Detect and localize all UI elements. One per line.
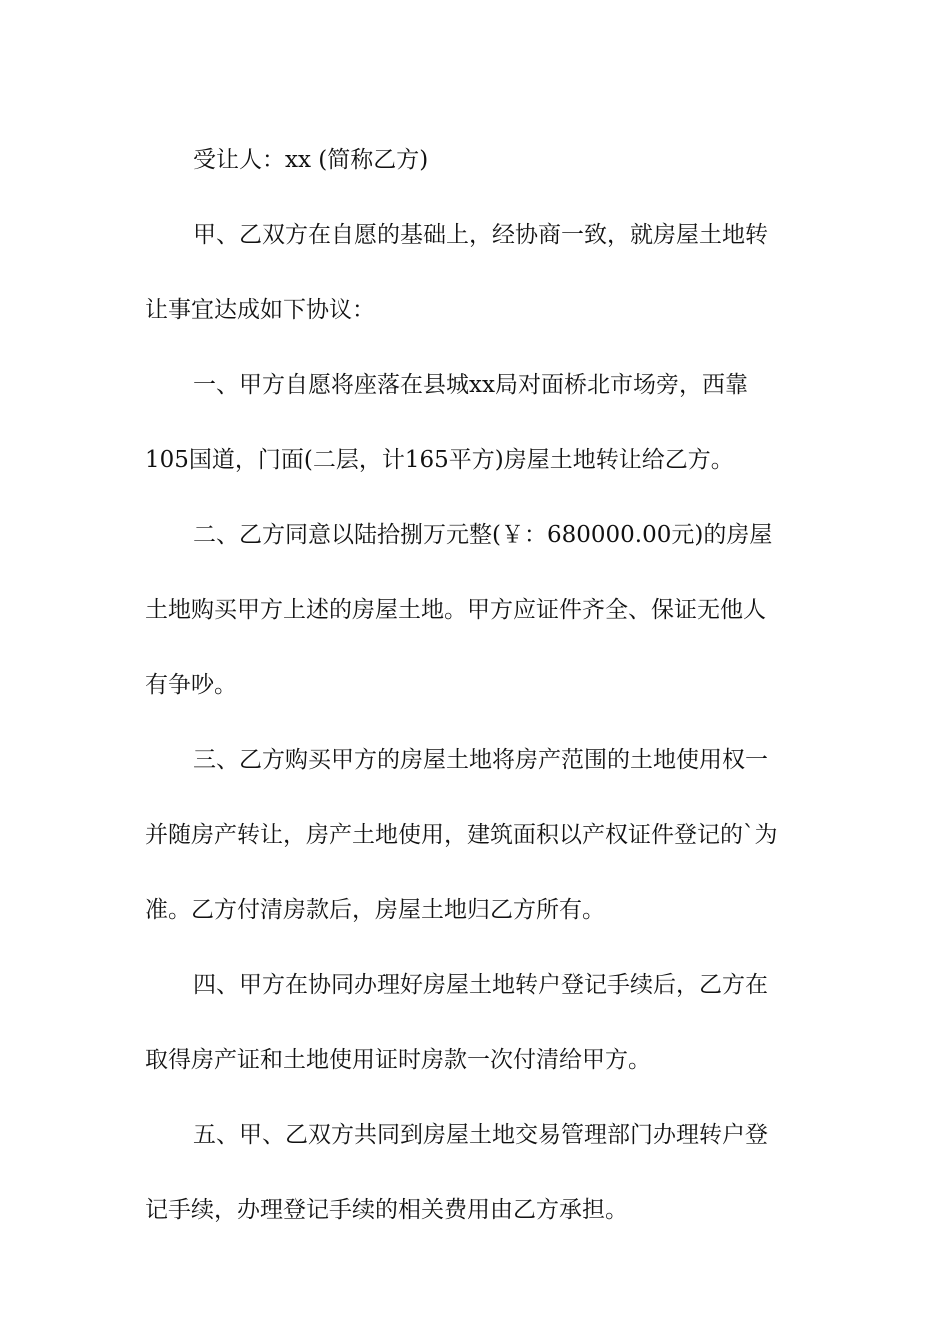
- text-line: 记手续，办理登记手续的相关费用由乙方承担。: [145, 1197, 628, 1223]
- text-line: 有争吵。: [145, 672, 237, 698]
- text-line: 三、乙方购买甲方的房屋土地将房产范围的土地使用权一: [193, 747, 768, 773]
- text-line: 准。乙方付清房款后，房屋土地归乙方所有。: [145, 897, 605, 923]
- paragraph-preamble: [145, 198, 815, 348]
- document-body: [145, 123, 815, 1248]
- text-line: 105国道，门面(二层，计165平方)房屋土地转让给乙方。: [145, 447, 734, 473]
- text-line: 并随房产转让，房产土地使用，建筑面积以产权证件登记的`为: [145, 822, 778, 848]
- paragraph-clause-4: [145, 948, 815, 1098]
- paragraph-clause-5: [145, 1098, 815, 1248]
- paragraph-transferee: [145, 123, 815, 198]
- text-line: 让事宜达成如下协议：: [145, 297, 375, 323]
- paragraph-clause-1: [145, 348, 815, 498]
- text-line: 四、甲方在协同办理好房屋土地转户登记手续后，乙方在: [193, 972, 768, 998]
- text-line: 五、甲、乙双方共同到房屋土地交易管理部门办理转户登: [193, 1122, 768, 1148]
- text-line: 一、甲方自愿将座落在县城xx局对面桥北市场旁，西靠: [193, 372, 748, 398]
- text-line: 取得房产证和土地使用证时房款一次付清给甲方。: [145, 1047, 651, 1073]
- text-line: 甲、乙双方在自愿的基础上，经协商一致，就房屋土地转: [193, 222, 768, 248]
- paragraph-clause-2: [145, 498, 815, 723]
- text-line: 土地购买甲方上述的房屋土地。甲方应证件齐全、保证无他人: [145, 597, 766, 623]
- text-line: 二、乙方同意以陆拾捌万元整(￥：680000.00元)的房屋: [193, 522, 773, 548]
- text-line: 受让人：xx (简称乙方): [193, 147, 429, 173]
- paragraph-clause-3: [145, 723, 815, 948]
